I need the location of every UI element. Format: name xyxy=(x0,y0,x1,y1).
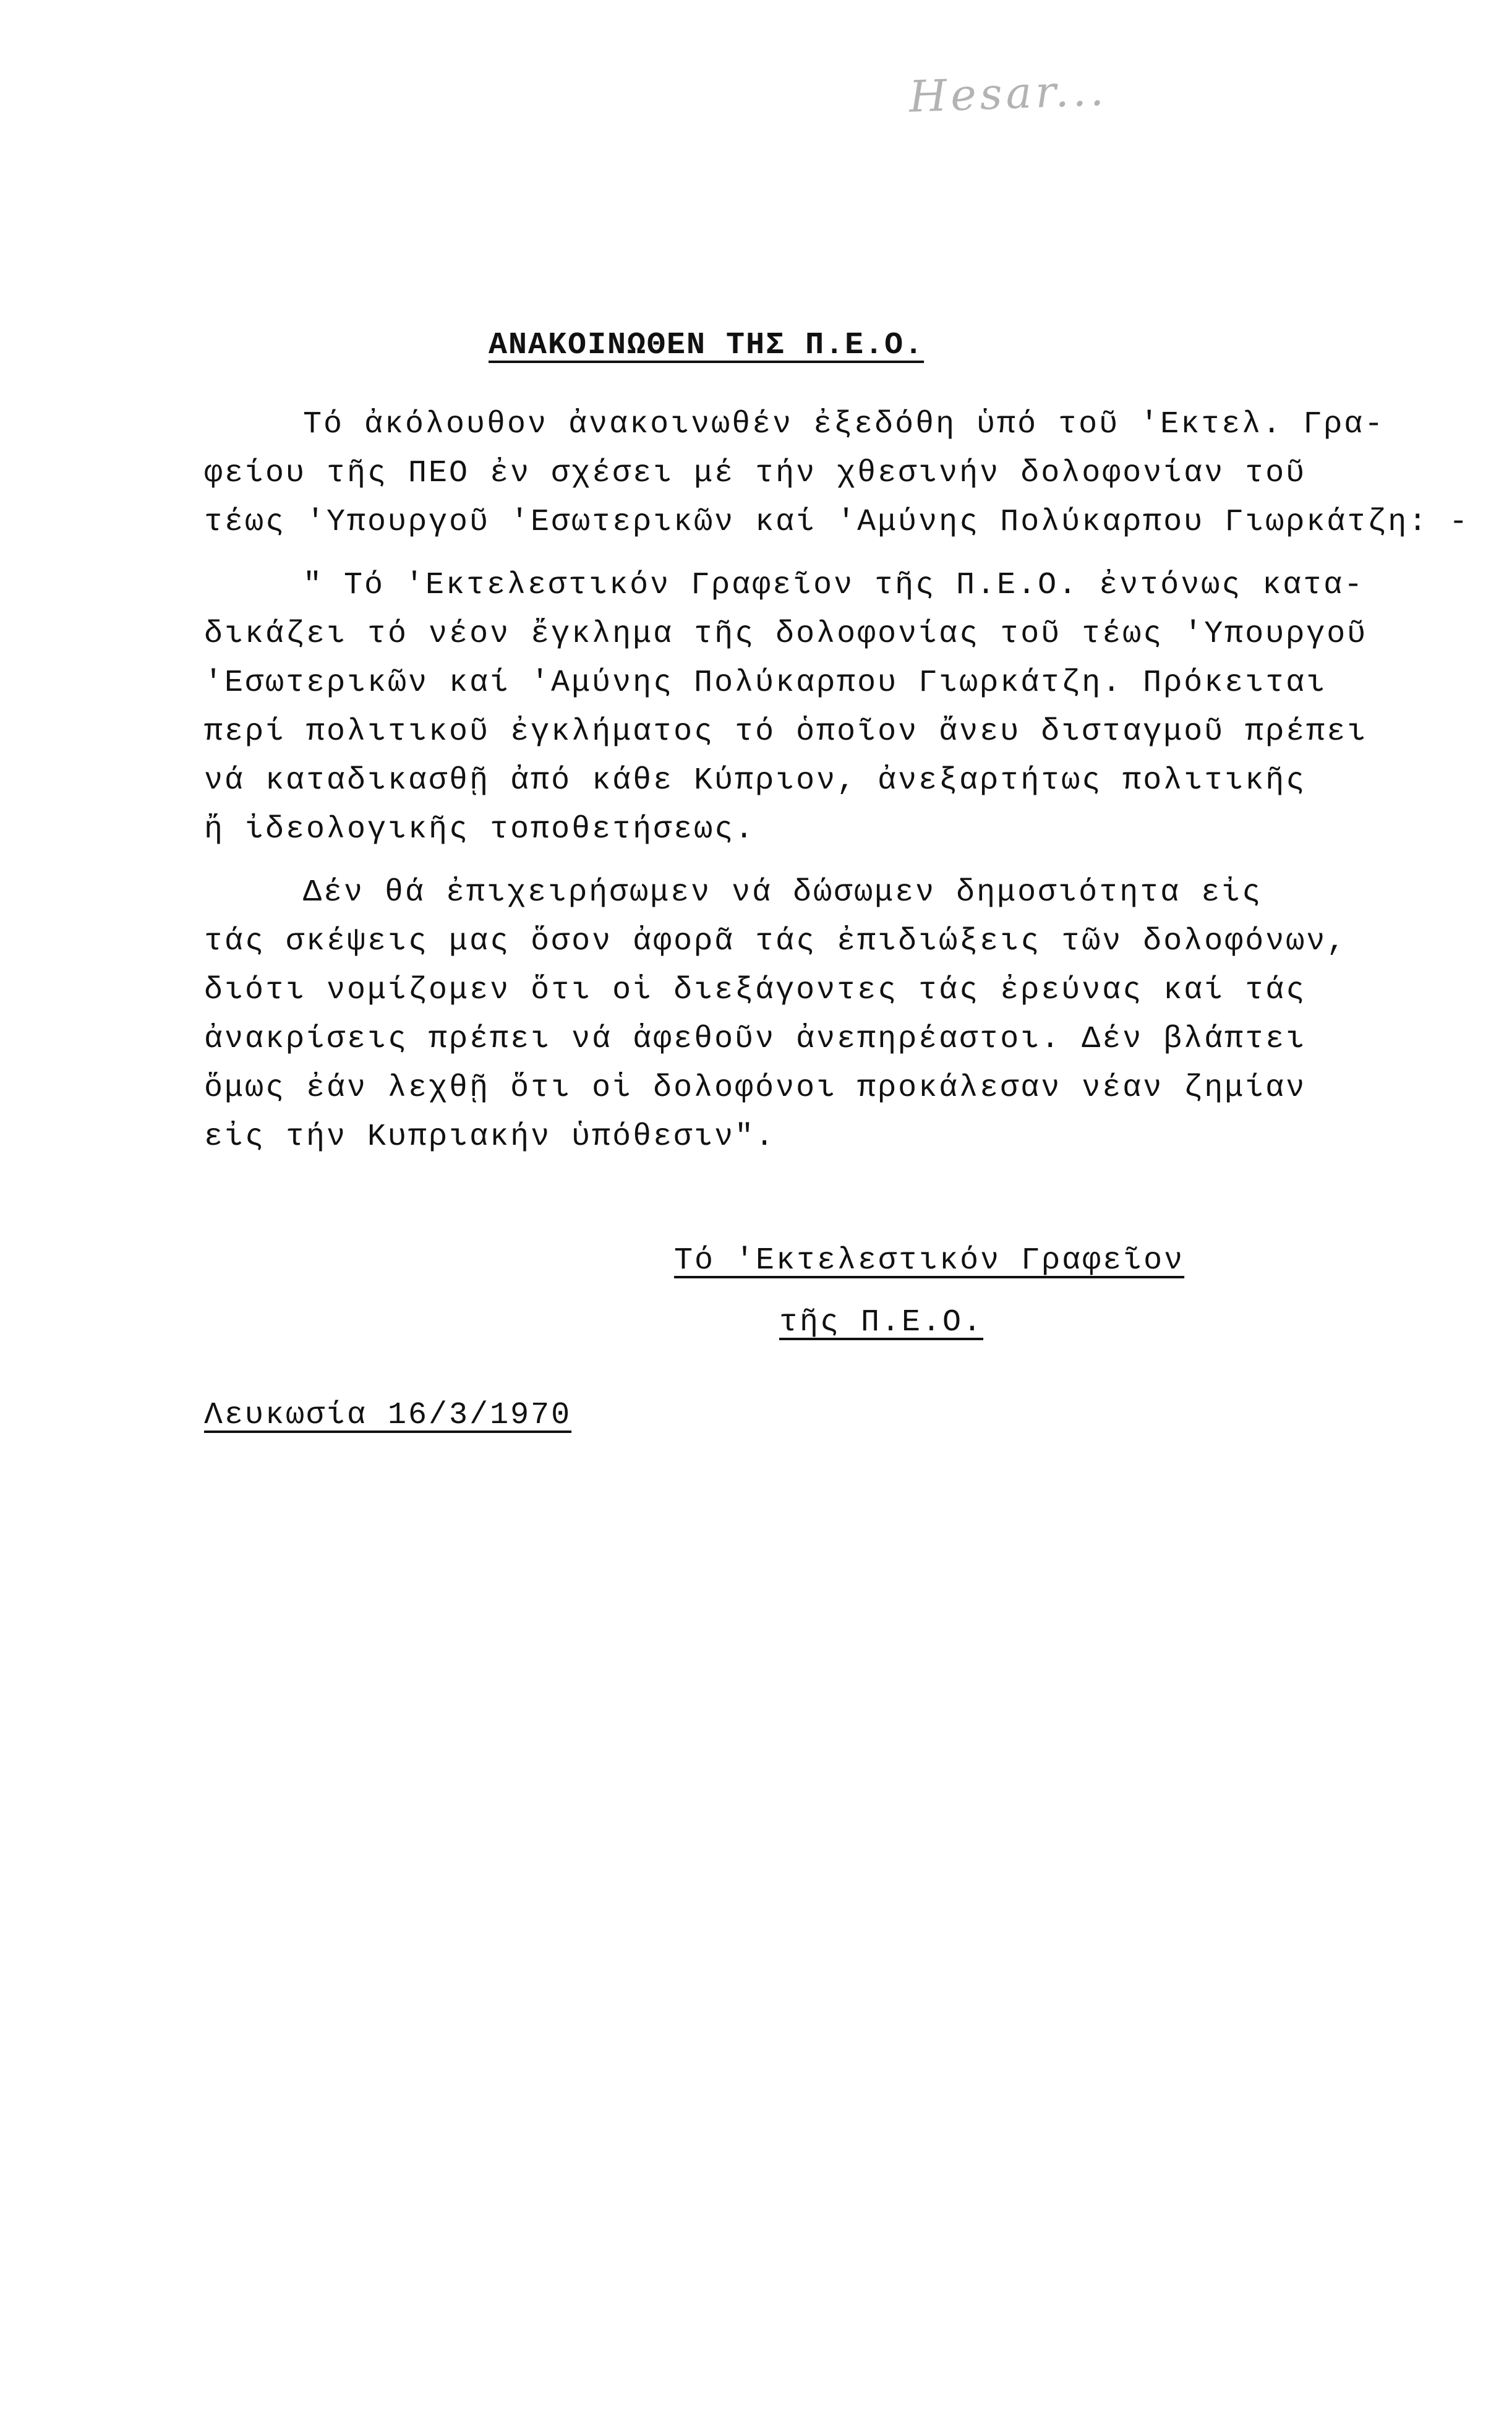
paragraph1-line: φείου τῆς ΠΕΟ ἐν σχέσει μέ τήν χθεσινήν δολοφονίαν τοῦ xyxy=(204,456,1307,491)
paragraph1-line: τέως 'Υπουργοῦ 'Εσωτερικῶν καί 'Αμύνης Πολύκαρπου Γιωρκάτζη: - xyxy=(204,505,1470,540)
paragraph3-line: τάς σκέψεις μας ὅσον ἀφορᾶ τάς ἐπιδιώξεις τῶν δολοφόνων, xyxy=(204,924,1348,959)
paragraph2-line: νά καταδικασθῇ ἀπό κάθε Κύπριον, ἀνεξαρτήτως πολιτικῆς xyxy=(204,763,1307,798)
paragraph3-line: εἰς τήν Κυπριακήν ὑπόθεσιν". xyxy=(204,1119,776,1155)
paragraph1-line: Τό ἀκόλουθον ἀνακοινωθέν ἐξεδόθη ὑπό τοῦ 'Εκτελ. Γρα- xyxy=(303,407,1385,442)
paragraph3-line: ἀνακρίσεις πρέπει νά ἀφεθοῦν ἀνεπηρέαστοι. Δέν βλάπτει xyxy=(204,1022,1307,1057)
paragraph3-line: ὅμως ἐάν λεχθῇ ὅτι οἱ δολοφόνοι προκάλεσαν νέαν ζημίαν xyxy=(204,1071,1307,1106)
paragraph3-line: διότι νομίζομεν ὅτι οἱ διεξάγοντες τάς ἐρεύνας καί τάς xyxy=(204,973,1307,1008)
signature-office: Τό 'Εκτελεστικόν Γραφεῖον xyxy=(674,1243,1185,1278)
document-title: ΑΝΑΚΟΙΝΩΘΕΝ ΤΗΣ Π.Ε.Ο. xyxy=(489,328,925,363)
paragraph2-line: 'Εσωτερικῶν καί 'Αμύνης Πολύκαρπου Γιωρκάτζη. Πρόκειται xyxy=(204,665,1327,701)
paragraph3-line: Δέν θά ἐπιχειρήσωμεν νά δώσωμεν δημοσιότητα εἰς xyxy=(303,875,1263,910)
signature-org: τῆς Π.Ε.Ο. xyxy=(779,1305,984,1340)
paragraph2-line: δικάζει τό νέον ἔγκλημα τῆς δολοφονίας τοῦ τέως 'Υπουργοῦ xyxy=(204,617,1368,652)
paragraph2-line: περί πολιτικοῦ ἐγκλήματος τό ὁποῖον ἄνευ δισταγμοῦ πρέπει xyxy=(204,714,1368,750)
place-date: Λευκωσία 16/3/1970 xyxy=(204,1398,572,1433)
paragraph2-line: " Τό 'Εκτελεστικόν Γραφεῖον τῆς Π.Ε.Ο. ἐντόνως κατα- xyxy=(303,568,1365,603)
paragraph2-line: ἤ ἰδεολογικῆς τοποθετήσεως. xyxy=(204,812,756,847)
handwritten-note: Hesar... xyxy=(908,64,1108,122)
